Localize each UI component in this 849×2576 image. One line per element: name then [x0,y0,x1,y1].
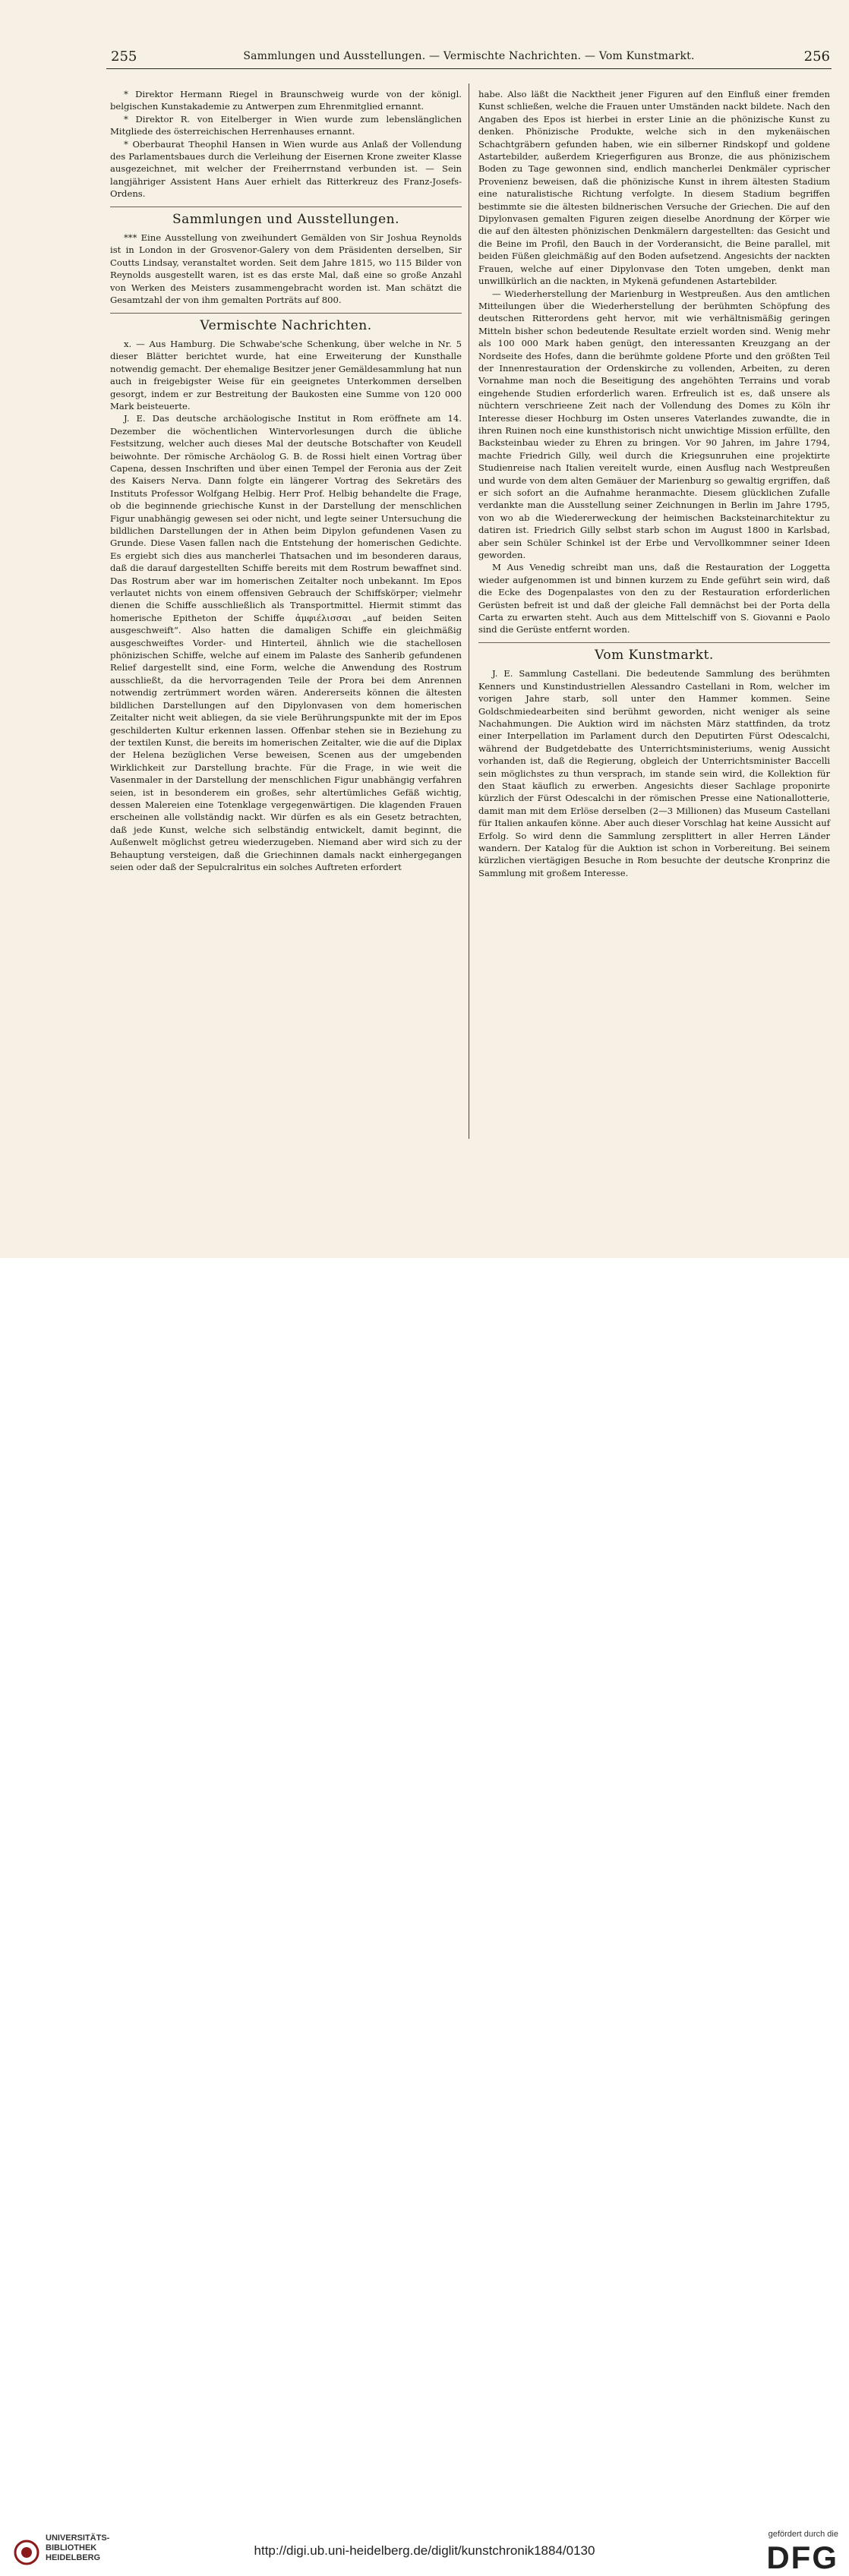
running-title: Sammlungen und Ausstellungen. — Vermischte Nachrichten. — Vom Kunstmarkt. [243,50,695,62]
section-heading-kunstmarkt: Vom Kunstmarkt. [478,642,830,661]
left-column [110,88,462,873]
digital-library-link[interactable]: http://digi.ub.uni-heidelberg.de/diglit/kunstchronik1884/0130 [254,2543,595,2558]
section-heading-vermischte: Vermischte Nachrichten. [110,313,462,332]
footer-bar [0,1258,849,2575]
notice-hansen: * Oberbaurat Theophil Hansen in Wien wurde aus Anlaß der Vollendung des Parlamentsbaues durch die Verleihung der Eisernen Krone zweiter Klasse ausgezeichnet, mit welcher der Freiherrnstand verbunden ist. — Sein langjähriger Assistent Hans Auer erhielt das Ritterkreuz des Franz-Josefs-Ordens. [110,138,462,200]
article-institut-rom: J. E. Das deutsche archäologische Institut in Rom eröffnete am 14. Dezember die wöchentlichen Wintervorlesungen durch die übliche Festsitzung, welcher auch dieses Mal der deutsche Botschafter von Keudell beiwohnte. Der römische Archäolog G. B. de Rossi hielt einen Vortrag über Capena, dessen Inschriften und über einen Tempel der Feronia aus der Zeit des Kaisers Nerva. Dann folgte ein längerer Vortrag des Sekretärs des Instituts Professor Wolfgang Helbig. Herr Prof. Helbig behandelte die Frage, ob die beginnende griechische Kunst in der Darstellung der menschlichen Figur unabhängig gewesen sei oder nicht, und legte seiner Untersuchung die bildlichen Darstellungen der in Athen beim Dipylon gefundenen Vasen zu Grunde. Diese Vasen fallen nach die Entstehung der homerischen Gedichte. Es ergiebt sich dies aus mancherlei Thatsachen und im besonderen daraus, daß die darauf dargestellten Schiffe bereits mit dem Rostrum bewaffnet sind. Das Rostrum aber war im homerischen Zeitalter noch unbekannt. Im Epos verlautet nichts von einem offensiven Gebrauch der Schiffskörper; vielmehr dienen die Schiffe ausschließlich als Transportmittel. Hiermit stimmt das homerische Epitheton der Schiffe ἀμφιέλισσαι „auf beiden Seiten ausgeschweift“. Also hatten die damaligen Schiffe ein gleichmäßig ausgeschweiftes Vorder- und Hinterteil, ähnlich wie die stachellosen phönizischen Schiffe, welche auf einem im Palaste des Sanherib gefundenen Relief dargestellt sind, eine Form, welche die Anwendung des Rostrum ausschließt, da die hervorragenden Teile der Prora bei dem Anrennen notwendig zertrümmert worden wären. Andererseits können die ältesten bildlichen Darstellungen auf den Dipylonvasen von dem homerischen Zeitalter nicht weit abliegen, da sie viele Berührungspunkte mit der im Epos geschilderten Kultur erkennen lassen. Offenbar stehen sie in Beziehung zu der textilen Kunst, die bereits im homerischen Zeitalter, wie die auf die Diplax der Helena bezüglichen Verse beweisen, Scenen aus der umgebenden Wirklichkeit zur Darstellung brachte. Für die Frage, in wie weit die Vasenmaler in der Darstellung der menschlichen Figur unabhängig verfahren seien, ist in besonderem ein großes, sehr altertümliches Gefäß wichtig, dessen Malereien eine Totenklage vergegenwärtigen. Die klagenden Frauen erscheinen alle vollständig nackt. Wir dürfen es als ein Gesetz betrachten, daß jede Kunst, welche sich selbständig entwickelt, damit beginnt, die Außenwelt möglichst getreu wiederzugeben. Niemand aber wird sich zu der Behauptung versteigen, daß die Griechinnen damals nackt einhergegangen seien oder daß der Sepulcralritus ein solches Auftreten erfordert [110,413,462,872]
article-hamburg: x. — Aus Hamburg. Die Schwabe'sche Schenkung, über welche in Nr. 5 dieser Blätter berichtet wurde, hat eine Erweiterung der Kunsthalle notwendig gemacht. Der ehemalige Besitzer jener Gemäldesammlung hat nun auch in freigebigster Weise für ein geeignetes Unterkommen derselben gesorgt, indem er zur Bestreitung der Baukosten eine Summe von 120 000 Mark beisteuerte. [110,338,462,411]
article-reynolds: *** Eine Ausstellung von zweihundert Gemälden von Sir Joshua Reynolds ist in London in der Grosvenor-Galery von dem Präsidenten derselben, Sir Coutts Lindsay, veranstaltet worden. Seit dem Jahre 1815, wo 115 Bilder von Reynolds ausgestellt waren, ist es das erste Mal, daß eine so große Anzahl von Werken des Meisters zusammengebracht worden ist. Man schätzt die Gesamtzahl der von ihm gemalten Porträts auf 800. [110,232,462,306]
dfg-logo: DFG [766,2540,838,2575]
notice-eitelberger: * Direktor R. von Eitelberger in Wien wurde zum lebenslänglichen Mitgliede des österreichischen Herrenhauses ernannt. [110,113,462,137]
page-header [106,47,832,69]
notice-riegel: * Direktor Hermann Riegel in Braunschweig wurde von der königl. belgischen Kunstakademie zu Antwerpen zum Ehrenmitglied ernannt. [110,89,462,112]
section-heading-sammlungen: Sammlungen und Ausstellungen. [110,207,462,225]
funding-note: gefördert durch die [768,2530,838,2539]
page-number-right: 256 [803,49,830,65]
article-institut-rom-cont: habe. Also läßt die Nacktheit jener Figuren auf den Einfluß einer fremden Kunst schließen, welche die Frauen unter Umständen nackt bildete. Nach den Angaben des Epos ist hierbei in erster Linie an die phönizische Kunst zu denken. Phönizische Produkte, welche sich in den mykenäischen Schachtgräbern gefunden haben, wie ein silberner Rindskopf und goldene Astartebilder, außerdem Kriegerfiguren aus Bronze, die aus phönizischem Boden zu Tage gewonnen sind, endlich mancherlei Denkmäler cyprischer Provenienz beweisen, daß die phönizische Kunst in ihrem ältesten Stadium eine naturalistische Richtung verfolgte. In diesem Stadium begriffen bestimmte sie die ältesten bildnerischen Versuche der Griechen. Die auf den Dipylonvasen gemalten Figuren zeigen dieselbe Anordnung der Körper wie die auf den ältesten phönizischen Denkmälern dargestellten: das Gesicht und die Beine im Profil, den Bauch in der Vorderansicht, die Beine parallel, mit beiden Füßen gleichmäßig auf den Boden aufsetzend. Angesichts der nackten Frauen, welche auf einer Dipylonvase den Toten umgeben, denkt man unwillkürlich an die nackten, in Mykenä gefundenen Astartebilder. [478,89,830,287]
scanned-page [0,0,849,1258]
article-venedig: M Aus Venedig schreibt man uns, daß die Restauration der Loggetta wieder aufgenommen ist und binnen kurzem zu Ende geführt sein wird, daß die Ecke des Dogenpalastes von den zu der Restauration erforderlichen Gerüsten befreit ist und daß der gleiche Fall demnächst bei der Porta della Carta zu erwarten steht. Auch aus dem Mittelschiff von S. Giovanni e Paolo sind die Gerüste entfernt worden. [478,562,830,635]
uni-line-3: HEIDELBERG [46,2553,101,2562]
page-number-left: 255 [111,49,137,65]
uni-line-1: UNIVERSITÄTS- [46,2533,110,2543]
uni-line-2: BIBLIOTHEK [46,2543,97,2552]
article-castellani: J. E. Sammlung Castellani. Die bedeutende Sammlung des berühmten Kenners und Kunstindustriellen Alessandro Castellani in Rom, welcher im vorigen Jahre starb, soll unter den Hammer kommen. Seine Goldschmiedearbeiten sind berühmt geworden, nicht weniger als seine Nachahmungen. Die Auktion wird im nächsten März stattfinden, da trotz einer Interpellation im Parlament durch den Deputirten Fürst Odescalchi, während der Budgetdebatte des Unterrichtsministeriums, wenig Aussicht vorhanden ist, daß die Regierung, obgleich der Unterrichtsminister Baccelli sein möglichstes zu thun versprach, im stande sein wird, die Kollektion für den Staat käuflich zu erwerben. Angesichts dieser Sachlage proponirte kürzlich der Fürst Odescalchi in der römischen Presse eine Nationallotterie, damit man mit dem Erlöse derselben (2—3 Millionen) das Museum Castellani für Italien ankaufen könne. Aber auch dieser Vorschlag hat keine Aussicht auf Erfolg. So wird denn die Sammlung zersplittert in aller Herren Länder wandern. Der Katalog für die Auktion ist schon in Vorbereitung. Bei seinem kürzlichen viertägigen Besuche in Rom besuchte der deutsche Kronprinz die Sammlung mit großem Interesse. [478,668,830,878]
article-marienburg: — Wiederherstellung der Marienburg in Westpreußen. Aus den amtlichen Mitteilungen über die Wiederherstellung der berühmten Schöpfung des deutschen Ritterordens geht hervor, mit wie verhältnismäßig geringen Mitteln bisher schon bedeutende Resultate erzielt worden sind. Wenig mehr als 100 000 Mark haben genügt, den interessanten Kreuzgang an der Nordseite des Hofes, dann die berühmte goldene Pforte und den größten Teil der Innenrestauration der Ordenskirche zu vollenden, Arbeiten, zu deren Vornahme man noch die Beseitigung des angehöhten Terrains und vorab eingehende Studien erforderlich waren. Erfreulich ist es, daß unsere als nüchtern verschrieene Zeit nach der Vollendung des Domes zu Köln ihr Interesse dieser Hochburg im Osten unseres Vaterlandes zuwandte, die in ihren Ruinen noch eine kunsthistorisch nicht unwichtige Mission erfüllte, den Backsteinbau wieder zu Ehren zu bringen. Vor 90 Jahren, im Jahre 1794, machte Friedrich Gilly, weil durch die Kriegsunruhen eine projektirte Studienreise nach Italien vereitelt wurde, einen Ausflug nach Westpreußen und wurde von dem alten Gemäuer der Marienburg so gewaltig ergriffen, daß er sich sofort an die Aufnahme heranmachte. Diesem glücklichen Zufalle verdankte man die Ausstellung seiner Zeichnungen in Berlin im Jahre 1795, von wo ab die Wiedererweckung der heimischen Backsteinarchitektur zu datiren ist. Friedrich Gilly selbst starb schon im August 1800 in Karlsbad, aber sein Schüler Schinkel ist der Erbe und Vervollkommner seiner Ideen geworden. [478,288,830,561]
right-column [478,88,830,879]
